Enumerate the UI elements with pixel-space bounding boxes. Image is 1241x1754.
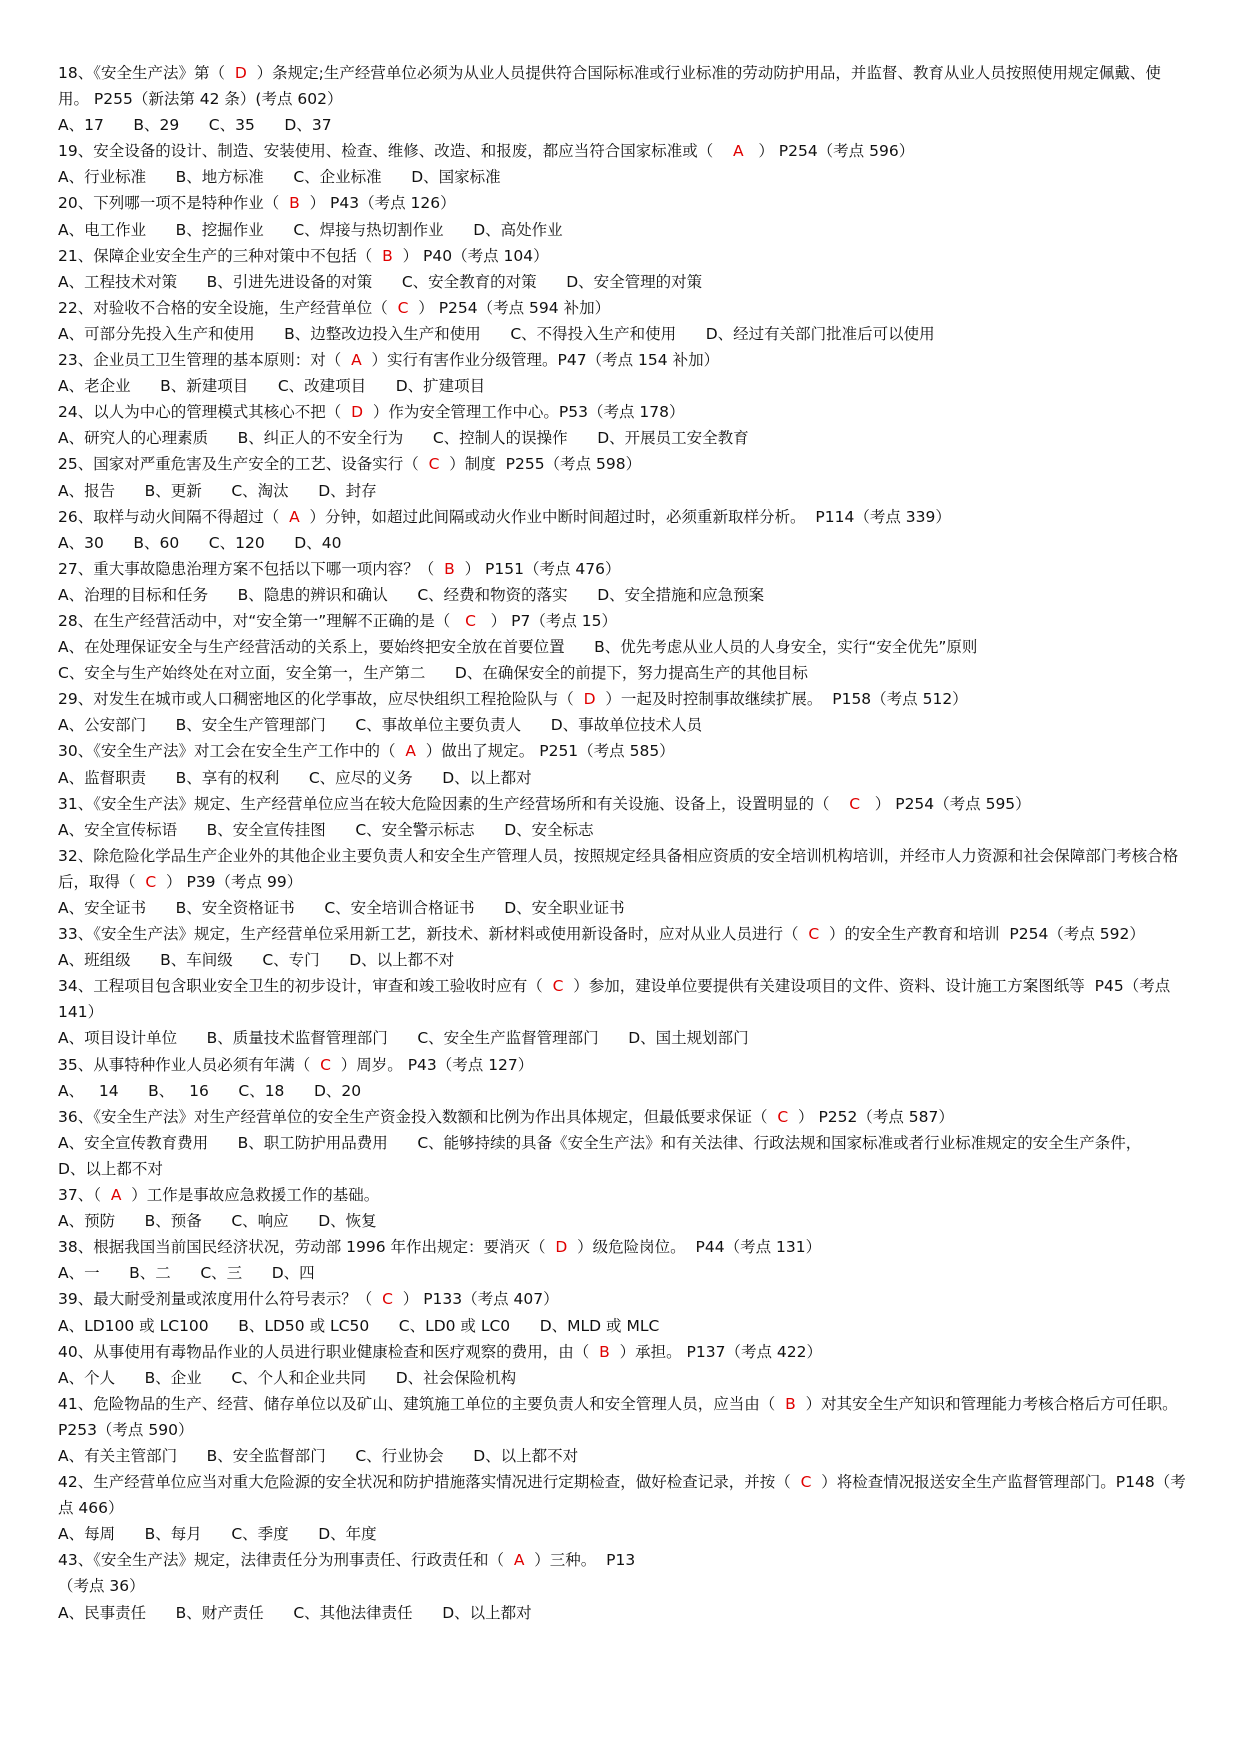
- question-reference: ）对其安全生产知识和管理能力考核合格后方可任职。 P253（考点 590）: [58, 1394, 1183, 1439]
- question-stem: [58, 791, 1188, 817]
- answer-options: A、17 B、29 C、35 D、37: [58, 116, 332, 135]
- question-stem: [58, 138, 1188, 164]
- question-reference: ） P43（考点 126）: [299, 194, 456, 213]
- answer-options: A、一 B、二 C、三 D、四: [58, 1264, 315, 1283]
- question-stem: [58, 399, 1188, 425]
- question-text: 19、安全设备的设计、制造、安装使用、检查、维修、改造、和报废，都应当符合国家标准或（: [58, 142, 733, 161]
- question-item: [58, 1182, 1188, 1234]
- question-document: [58, 60, 1188, 1626]
- question-text: 40、从事使用有毒物品作业的人员进行职业健康检查和医疗观察的费用，由（: [58, 1342, 600, 1361]
- answer-letter: C: [465, 611, 476, 630]
- answer-options: A、在处理保证安全与生产经营活动的关系上，要始终把安全放在首要位置 B、优先考虑从业人员的人身安全，实行“安全优先”原则 C、安全与生产始终处在对立面，安全第一，生产第二 D、在确保安全的前提下，努力提高生产的其他目标: [58, 638, 978, 683]
- question-text: 28、在生产经营活动中，对“安全第一”理解不正确的是（: [58, 611, 466, 630]
- question-reference: ） P254（考点 594 补加）: [408, 298, 611, 317]
- answer-options: A、预防 B、预备 C、响应 D、恢复: [58, 1212, 377, 1231]
- question-reference: ） P252（考点 587）: [788, 1107, 954, 1126]
- question-reference: ）一起及时控制事故继续扩展。 P158（考点 512）: [595, 690, 968, 709]
- question-text: 30、《安全生产法》对工会在安全生产工作中的（: [58, 742, 406, 761]
- question-stem: [58, 60, 1188, 112]
- question-item: [58, 190, 1188, 242]
- question-text: 37、（: [58, 1186, 111, 1205]
- question-stem: [58, 1234, 1188, 1260]
- answer-letter: D: [351, 403, 364, 422]
- question-item: [58, 1286, 1188, 1338]
- question-text: 38、根据我国当前国民经济状况，劳动部 1996 年作出规定：要消灭（: [58, 1238, 556, 1257]
- answer-letter: A: [110, 1186, 122, 1205]
- question-text: 22、对验收不合格的安全设施，生产经营单位（: [58, 298, 398, 317]
- question-item: [58, 347, 1188, 399]
- question-reference: ）的安全生产教育和培训 P254（考点 592）: [819, 925, 1145, 944]
- question-stem: [58, 295, 1188, 321]
- answer-options: A、民事责任 B、财产责任 C、其他法律责任 D、以上都对: [58, 1603, 532, 1622]
- answer-letter: A: [732, 142, 744, 161]
- question-reference: ）三种。 P13 （考点 36）: [58, 1551, 636, 1596]
- question-reference: ）做出了规定。 P251（考点 585）: [415, 742, 675, 761]
- question-reference: ）承担。 P137（考点 422）: [609, 1342, 822, 1361]
- question-reference: ）将检查情况报送安全生产监督管理部门。P148（考点 466）: [58, 1473, 1186, 1518]
- question-item: [58, 686, 1188, 738]
- answer-options: A、治理的目标和任务 B、隐患的辨识和确认 C、经费和物资的落实 D、安全措施和应急预案: [58, 585, 765, 604]
- question-reference: ）分钟，如超过此间隔或动火作业中断时间超过时，必须重新取样分析。 P114（考点 339）: [299, 507, 951, 526]
- question-text: 18、《安全生产法》第（: [58, 64, 235, 82]
- question-item: [58, 399, 1188, 451]
- question-stem: [58, 973, 1188, 1025]
- question-reference: ）参加，建设单位要提供有关建设项目的文件、资料、设计施工方案图纸等 P45（考点 141）: [58, 977, 1176, 1022]
- question-reference: ） P254（考点 596）: [743, 142, 915, 161]
- question-reference: ）周岁。 P43（考点 127）: [330, 1055, 534, 1074]
- answer-options: A、工程技术对策 B、引进先进设备的对策 C、安全教育的对策 D、安全管理的对策: [58, 272, 703, 291]
- answer-options: A、项目设计单位 B、质量技术监督管理部门 C、安全生产监督管理部门 D、国土规划部门: [58, 1029, 749, 1048]
- question-stem: [58, 686, 1188, 712]
- answer-letter: C: [397, 298, 409, 317]
- question-item: [58, 60, 1188, 138]
- answer-letter: C: [552, 977, 564, 996]
- answer-options: A、公安部门 B、安全生产管理部门 C、事故单位主要负责人 D、事故单位技术人员: [58, 716, 703, 735]
- question-stem: [58, 1391, 1188, 1443]
- question-item: [58, 504, 1188, 556]
- question-text: 41、危险物品的生产、经营、储存单位以及矿山、建筑施工单位的主要负责人和安全管理人员，应当由（: [58, 1394, 786, 1413]
- answer-options: A、有关主管部门 B、安全监督部门 C、行业协会 D、以上都不对: [58, 1446, 579, 1465]
- question-item: [58, 295, 1188, 347]
- question-reference: ）条规定;生产经营单位必须为从业人员提供符合国际标准或行业标准的劳动防护用品，并监督、教育从业人员按照使用规定佩戴、使用。 P255（新法第 42 条）(考点 602）: [58, 64, 1161, 109]
- answer-options: A、30 B、60 C、120 D、40: [58, 533, 342, 552]
- answer-letter: B: [444, 559, 455, 578]
- question-text: 25、国家对严重危害及生产安全的工艺、设备实行（: [58, 455, 429, 474]
- question-item: [58, 138, 1188, 190]
- question-stem: [58, 738, 1188, 764]
- answer-options: A、个人 B、企业 C、个人和企业共同 D、社会保险机构: [58, 1368, 517, 1387]
- answer-letter: C: [428, 455, 440, 474]
- question-reference: ）工作是事故应急救援工作的基础。: [121, 1186, 380, 1205]
- question-stem: [58, 190, 1188, 216]
- answer-options: A、安全宣传教育费用 B、职工防护用品费用 C、能够持续的具备《安全生产法》和有关法律、行政法规和国家标准或者行业标准规定的安全生产条件， D、以上都不对: [58, 1133, 1171, 1178]
- question-reference: ） P133（考点 407）: [392, 1290, 559, 1309]
- question-text: 35、从事特种作业人员必须有年满（: [58, 1055, 321, 1074]
- answer-options: A、老企业 B、新建项目 C、改建项目 D、扩建项目: [58, 377, 486, 396]
- question-reference: ）作为安全管理工作中心。P53（考点 178）: [363, 403, 685, 422]
- question-stem: [58, 1104, 1188, 1130]
- question-text: 27、重大事故隐患治理方案不包括以下哪一项内容？（: [58, 559, 445, 578]
- question-stem: [58, 1286, 1188, 1312]
- question-item: [58, 973, 1188, 1051]
- question-item: [58, 1234, 1188, 1286]
- question-item: [58, 843, 1188, 921]
- answer-options: A、安全宣传标语 B、安全宣传挂图 C、安全警示标志 D、安全标志: [58, 820, 594, 839]
- question-stem: [58, 1469, 1188, 1521]
- question-text: 26、取样与动火间隔不得超过（: [58, 507, 290, 526]
- question-item: [58, 1052, 1188, 1104]
- question-stem: [58, 556, 1188, 582]
- question-reference: ） P151（考点 476）: [454, 559, 621, 578]
- answer-options: A、安全证书 B、安全资格证书 C、安全培训合格证书 D、安全职业证书: [58, 899, 625, 917]
- answer-letter: C: [808, 925, 820, 944]
- answer-options: A、电工作业 B、挖掘作业 C、焊接与热切割作业 D、高处作业: [58, 220, 563, 239]
- question-text: 24、以人为中心的管理模式其核心不把（: [58, 403, 352, 422]
- question-item: [58, 556, 1188, 608]
- question-reference: ）制度 P255（考点 598）: [439, 455, 642, 474]
- answer-options: A、行业标准 B、地方标准 C、企业标准 D、国家标准: [58, 168, 501, 187]
- question-stem: [58, 1547, 1188, 1599]
- answer-letter: B: [599, 1342, 610, 1361]
- answer-letter: A: [351, 351, 362, 370]
- question-item: [58, 1469, 1188, 1547]
- question-reference: ） P39（考点 99）: [156, 872, 303, 891]
- question-reference: ） P40（考点 104）: [392, 246, 549, 265]
- answer-letter: C: [777, 1107, 789, 1126]
- answer-letter: B: [785, 1394, 796, 1413]
- answer-letter: C: [382, 1290, 393, 1309]
- answer-options: A、监督职责 B、享有的权利 C、应尽的义务 D、以上都对: [58, 768, 532, 787]
- question-text: 29、对发生在城市或人口稠密地区的化学事故，应尽快组织工程抢险队与（: [58, 690, 584, 709]
- question-reference: ）实行有害作业分级管理。P47（考点 154 补加）: [361, 351, 720, 370]
- question-item: [58, 1391, 1188, 1469]
- question-text: 34、工程项目包含职业安全卫生的初步设计，审查和竣工验收时应有（: [58, 977, 553, 996]
- question-stem: [58, 1339, 1188, 1365]
- question-reference: ） P254（考点 595）: [860, 794, 1031, 813]
- answer-letter: C: [145, 872, 157, 891]
- answer-letter: C: [849, 794, 861, 813]
- answer-options: A、班组级 B、车间级 C、专门 D、以上都不对: [58, 951, 455, 970]
- answer-options: A、LD100 或 LC100 B、LD50 或 LC50 C、LD0 或 LC0 D、MLD 或 MLC: [58, 1316, 660, 1335]
- question-item: [58, 1547, 1188, 1625]
- question-item: [58, 243, 1188, 295]
- question-stem: [58, 504, 1188, 530]
- question-text: 32、除危险化学品生产企业外的其他企业主要负责人和安全生产管理人员，按照规定经具备相应资质的安全培训机构培训，并经市人力资源和社会保障部门考核合格后，取得（: [58, 846, 1179, 891]
- question-reference: ） P7（考点 15）: [475, 611, 617, 630]
- question-item: [58, 451, 1188, 503]
- answer-letter: A: [405, 742, 416, 761]
- answer-letter: A: [289, 507, 300, 526]
- answer-letter: B: [289, 194, 300, 213]
- answer-letter: D: [234, 64, 247, 82]
- question-stem: [58, 1052, 1188, 1078]
- question-text: 36、《安全生产法》对生产经营单位的安全生产资金投入数额和比例为作出具体规定，但最低要求保证（: [58, 1107, 778, 1126]
- answer-letter: C: [320, 1055, 331, 1074]
- question-stem: [58, 1182, 1188, 1208]
- answer-letter: B: [382, 246, 393, 265]
- question-item: [58, 791, 1188, 843]
- question-text: 42、生产经营单位应当对重大危险源的安全状况和防护措施落实情况进行定期检查，做好检查记录，并按（: [58, 1473, 801, 1492]
- question-stem: [58, 921, 1188, 947]
- question-item: [58, 921, 1188, 973]
- question-text: 20、下列哪一项不是特种作业（: [58, 194, 290, 213]
- question-text: 33、《安全生产法》规定，生产经营单位采用新工艺，新技术、新材料或使用新设备时，应对从业人员进行（: [58, 925, 809, 944]
- question-item: [58, 1339, 1188, 1391]
- answer-options: A、 14 B、 16 C、18 D、20: [58, 1081, 362, 1100]
- question-item: [58, 738, 1188, 790]
- question-stem: [58, 451, 1188, 477]
- answer-options: A、研究人的心理素质 B、纠正人的不安全行为 C、控制人的误操作 D、开展员工安全教育: [58, 429, 749, 448]
- question-item: [58, 1104, 1188, 1182]
- question-reference: ）级危险岗位。 P44（考点 131）: [567, 1238, 822, 1257]
- question-item: [58, 608, 1188, 686]
- answer-options: A、可部分先投入生产和使用 B、边整改边投入生产和使用 C、不得投入生产和使用 D、经过有关部门批准后可以使用: [58, 324, 935, 343]
- question-text: 43、《安全生产法》规定，法律责任分为刑事责任、行政责任和（: [58, 1551, 514, 1570]
- answer-letter: D: [583, 690, 596, 709]
- question-stem: [58, 608, 1188, 634]
- answer-options: A、报告 B、更新 C、淘汰 D、封存: [58, 481, 377, 500]
- answer-letter: A: [513, 1551, 525, 1570]
- answer-letter: D: [555, 1238, 568, 1257]
- question-text: 23、企业员工卫生管理的基本原则：对（: [58, 351, 352, 370]
- answer-options: A、每周 B、每月 C、季度 D、年度: [58, 1525, 377, 1544]
- question-stem: [58, 243, 1188, 269]
- question-text: 39、最大耐受剂量或浓度用什么符号表示？（: [58, 1290, 383, 1309]
- question-stem: [58, 843, 1188, 895]
- question-stem: [58, 347, 1188, 373]
- question-text: 31、《安全生产法》规定、生产经营单位应当在较大危险因素的生产经营场所和有关设施、设备上，设置明显的（: [58, 794, 850, 813]
- answer-letter: C: [800, 1473, 812, 1492]
- question-text: 21、保障企业安全生产的三种对策中不包括（: [58, 246, 383, 265]
